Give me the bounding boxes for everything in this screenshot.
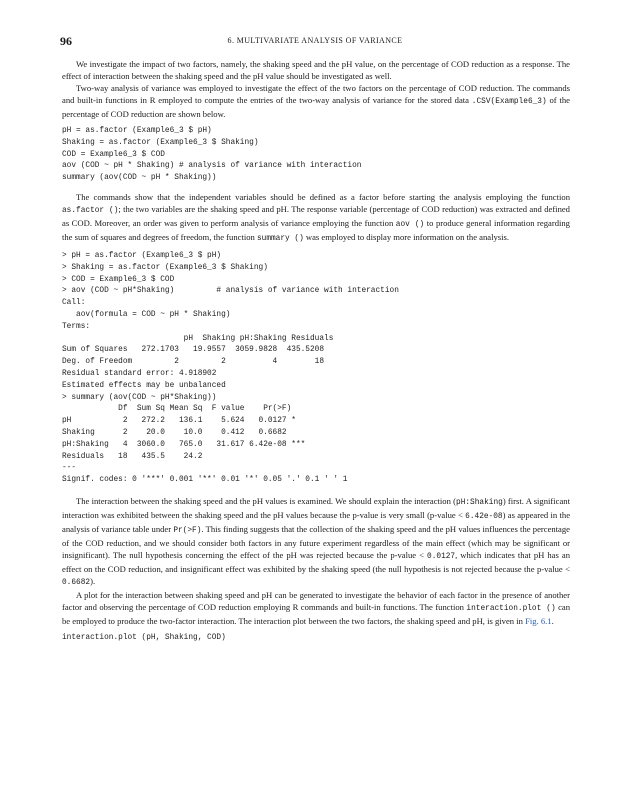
- text-run: The commands show that the independent variables should be defined as a factor before starting the analysis employing the function: [76, 191, 570, 202]
- figure-link[interactable]: Fig. 6.1: [525, 615, 552, 626]
- code-block-commands: pH = as.factor (Example6_3 $ pH) Shaking = as.factor (Example6_3 $ Shaking) COD = Example6_3 $ COD aov (COD ~ pH * Shaking) # analysis of variance with interaction summary (aov(COD ~ pH * Shaking)): [62, 127, 362, 183]
- text-run: to produce general information regarding the sum of squares and degrees of freedom, the function: [62, 217, 570, 242]
- text-run: was employed to display more information on the analysis.: [303, 231, 510, 242]
- inline-code: 6.42e-08: [465, 512, 503, 521]
- text-run: A plot for the interaction between shaking speed and pH can be generated to investigate the behavior of each factor in the presence of another factor and observing the percentage of COD reduction employing R commands and built-in functions. The function: [62, 589, 570, 612]
- chapter-running-head: 6. MULTIVARIATE ANALYSIS OF VARIANCE: [227, 36, 403, 45]
- paragraph-explanation: [62, 191, 570, 245]
- code-block-output: > pH = as.factor (Example6_3 $ pH) > Shaking = as.factor (Example6_3 $ Shaking) > COD = Example6_3 $ COD > aov (COD ~ pH*Shaking) # analysis of variance with interaction Call: aov(formula = COD ~ pH * Shaking) Terms: pH Shaking pH:Shaking Residuals Sum of Squares 272.1703 19.9557 3059.9828 435.5208 Deg. of Freedom 2 2 4 18 Residual standard error: 4.918902 Estimated effects may be unbalanced > summary (aov(COD ~ pH*Shaking)) Df Sum Sq Mean Sq F value Pr(>F) pH 2 272.2 136.1 5.624 0.0127 * Shaking 2 20.0 10.0 0.412 0.6682 pH:Shaking 4 3060.0 765.0 31.617 6.42e-08 *** Residuals 18 435.5 24.2 --- Signif. codes: 0 '***' 0.001 '**' 0.01 '*' 0.05 '.' 0.1 ' ' 1: [62, 251, 399, 485]
- text-run: ) first. A significant interaction was exhibited between the shaking speed and the pH values because the p-value is very small (p-value <: [62, 495, 570, 520]
- page-body: [62, 58, 570, 645]
- inline-code: pH:Shaking: [456, 498, 503, 507]
- text-run: , which indicates that pH has an effect on the COD reduction, and insignificant effect was exhibited by the shaking speed (the null hypothesis is not rejected because the p-value <: [62, 549, 570, 574]
- text-run: ) as appeared in the analysis of variance table under: [62, 509, 571, 534]
- paragraph-interaction-plot: [62, 589, 570, 627]
- text-run: Two-way analysis of variance was employed to investigate the effect of the two factors on the percentage of COD reduction. The commands and built-in functions in R employed to compute the entries of the two-way analysis of variance for the stored data: [62, 83, 570, 105]
- inline-code: .CSV(Example6_3): [471, 98, 547, 106]
- inline-code: 0.6682: [62, 578, 91, 587]
- inline-code: summary (): [256, 234, 304, 243]
- inline-code: aov (): [395, 220, 425, 229]
- inline-code: as.factor (): [62, 206, 119, 215]
- text-run: ).: [90, 575, 96, 586]
- inline-code: 0.0127: [427, 552, 456, 561]
- page-number: 96: [60, 34, 72, 48]
- inline-code: interaction.plot (): [466, 604, 556, 613]
- running-header: [60, 34, 570, 48]
- text-run: . This finding suggests that the collection of the shaking speed and the pH values influences the percentage of the COD reduction, and we should consider both factors in any future experiment regardless of the main effect (which may be significant or insignificant). The null hypothesis concerning the effect of the pH was rejected because the p-value <: [62, 523, 570, 560]
- text-run: ; the two variables are the shaking speed and pH. The response variable (percentage of COD reduction) was extracted and defined as COD. Moreover, an order was given to perform analysis of variance employing the function: [62, 203, 570, 228]
- paragraph-intro: We investigate the impact of two factors, namely, the shaking speed and the pH value, on the percentage of COD reduction as a response. The effect of interaction between the shaking speed and the pH value should be investigated as well.: [62, 59, 570, 81]
- paragraph-method: [62, 82, 570, 120]
- text-run: The interaction between the shaking speed and the pH values is examined. We should explain the interaction (: [76, 495, 457, 506]
- paragraph-interpretation: [62, 495, 570, 589]
- inline-code: Pr(>F): [173, 526, 202, 535]
- text-run: .: [551, 615, 554, 626]
- code-block-plot: interaction.plot (pH, Shaking, COD): [62, 633, 226, 642]
- text-run: can be employed to produce the two-factor interaction. The interaction plot between the two factors, the shaking speed and pH, is given in: [62, 601, 571, 626]
- text-run: of the percentage of COD reduction are shown below.: [62, 95, 570, 119]
